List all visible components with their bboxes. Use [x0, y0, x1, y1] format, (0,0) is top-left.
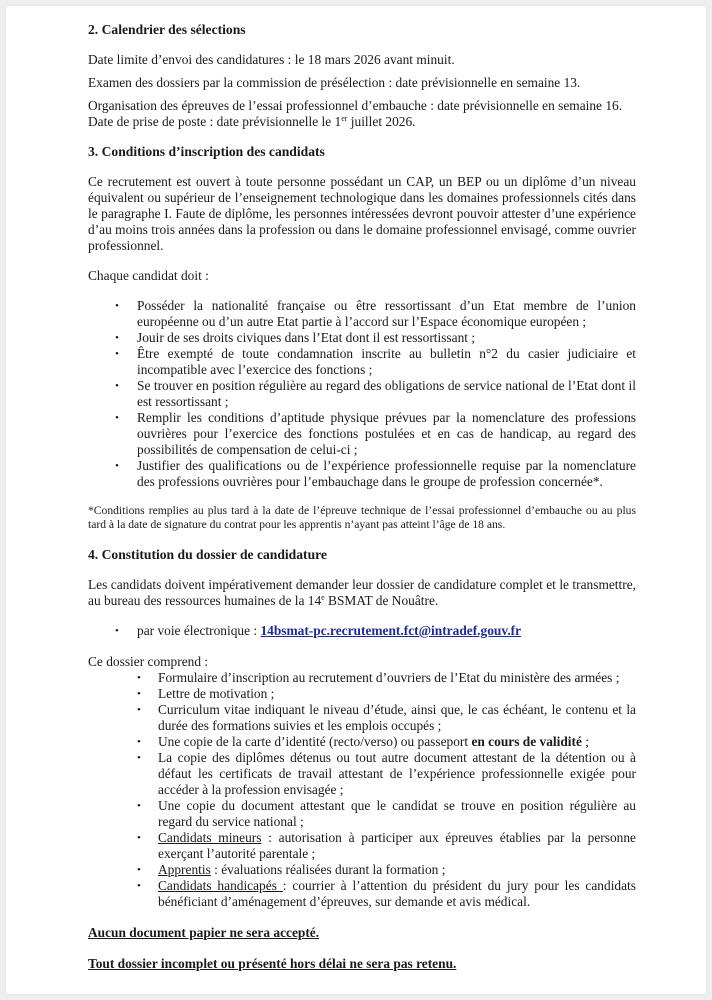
list-item: • Une copie du document attestant que le candidat se trouve en position régulière au regard du service national ; [137, 798, 636, 829]
bullet-icon: • [115, 348, 119, 360]
bullet-icon: • [137, 688, 141, 700]
bullet-icon: • [137, 800, 141, 812]
list-item: • Formulaire d’inscription au recrutement d’ouvriers de l’Etat du ministère des armées ; [137, 670, 620, 685]
document-content [88, 22, 636, 972]
eligibility-paragraph: Ce recrutement est ouvert à toute personne possédant un CAP, un BEP ou un diplôme d’un niveau équivalent ou supérieur de l’enseignement technologique dans les domaines professionnels cités dans le paragraphe I. Faute de diplôme, les personnes intéressées devront pouvoir attester d’une expérience d’au moins trois années dans la profession ou dans le domaine professionnel envisagé, comme ouvrier professionnel. [88, 174, 636, 253]
bullet-icon: • [137, 752, 141, 764]
list-item: • Jouir de ses droits civiques dans l’Etat dont il est ressortissant ; [115, 330, 476, 345]
list-item: • Posséder la nationalité française ou être ressortissant d’un Etat membre de l’union européenne ou d’un autre Etat partie à l’accord sur l’Espace économique européen ; [115, 298, 636, 329]
footnote: *Conditions remplies au plus tard à la date de l’épreuve technique de l’essai professionnel d’embauche ou au plus tard à la date de signature du contrat pour les apprentis n’ayant pas atteint l’âge de 18 ans. [88, 504, 636, 531]
notice-incomplete: Tout dossier incomplet ou présenté hors délai ne sera pas retenu. [88, 956, 457, 971]
requirements-lead: Chaque candidat doit : [88, 268, 209, 283]
bullet-icon: • [137, 736, 141, 748]
list-item: • Candidats handicapés : courrier à l’attention du président du jury pour les candidats bénéficiant d’aménagement d’épreuves, sur demande et avis médical. [137, 878, 636, 909]
bullet-icon: • [115, 300, 119, 312]
section-2-title: 2. Calendrier des sélections [88, 22, 246, 37]
bullet-icon: • [137, 672, 141, 684]
dossier-lead: Ce dossier comprend : [88, 654, 209, 669]
list-item: • Candidats mineurs : autorisation à participer aux épreuves établies par la personne exerçant l’autorité parentale ; [137, 830, 636, 861]
notice-no-paper: Aucun document papier ne sera accepté. [88, 925, 320, 940]
list-item: • Une copie de la carte d’identité (recto/verso) ou passeport en cours de validité ; [137, 734, 589, 749]
preselection-line: Examen des dossiers par la commission de présélection : date prévisionnelle en semaine 13. [88, 75, 581, 90]
section-4-title: 4. Constitution du dossier de candidature [88, 547, 327, 562]
list-item: • Justifier des qualifications ou de l’expérience professionnelle requise par la nomenclature des professions ouvrières pour l’embauchage dans le groupe de profession concernée*. [115, 458, 636, 489]
requirements-list [88, 298, 636, 490]
list-item: • Se trouver en position régulière au regard des obligations de service national de l’Etat dont il est ressortissant ; [115, 378, 636, 409]
list-item: • La copie des diplômes détenus ou tout autre document attestant de la détention ou à défaut les certificats de travail attestant de l’expérience professionnelle exigée pour accéder à la profession envisagée ; [137, 750, 636, 797]
list-item: • par voie électronique : 14bsmat-pc.recrutement.fct@intradef.gouv.fr [115, 623, 522, 638]
bullet-icon: • [115, 460, 119, 472]
list-item: • Être exempté de toute condamnation inscrite au bulletin n°2 du casier judiciaire et incompatible avec l’exercice des fonctions ; [115, 346, 636, 377]
bullet-icon: • [137, 704, 141, 716]
list-item: • Remplir les conditions d’aptitude physique prévues par la nomenclature des professions ouvrières pour l’exercice des fonctions postulées et en cas de handicap, au regard des possibilités de compensation de celui-ci ; [115, 410, 636, 457]
application-intro: Les candidats doivent impérativement demander leur dossier de candidature complet et le transmettre, au bureau des ressources humaines de la 14e BSMAT de Nouâtre. [88, 577, 636, 608]
bullet-icon: • [137, 880, 141, 892]
start-date-line: Date de prise de poste : date prévisionnelle le 1er juillet 2026. [88, 114, 416, 129]
bullet-icon: • [115, 625, 119, 637]
deadline-line: Date limite d’envoi des candidatures : le 18 mars 2026 avant minuit. [88, 52, 455, 67]
document-page [6, 6, 706, 994]
email-link[interactable]: 14bsmat-pc.recrutement.fct@intradef.gouv.fr [260, 623, 522, 638]
list-item: • Lettre de motivation ; [137, 686, 275, 701]
dossier-contents-list [88, 670, 636, 910]
bullet-icon: • [115, 380, 119, 392]
bullet-icon: • [115, 412, 119, 424]
list-item: • Curriculum vitae indiquant le niveau d’étude, ainsi que, le cas échéant, le contenu et la durée des formations suivies et les emplois occupés ; [137, 702, 636, 733]
bullet-icon: • [137, 864, 141, 876]
tests-line: Organisation des épreuves de l’essai professionnel d’embauche : date prévisionnelle en semaine 16. [88, 98, 623, 113]
section-3-title: 3. Conditions d’inscription des candidats [88, 144, 325, 159]
list-item: • Apprentis : évaluations réalisées durant la formation ; [137, 862, 446, 877]
channel-list [88, 623, 636, 639]
bullet-icon: • [115, 332, 119, 344]
bullet-icon: • [137, 832, 141, 844]
